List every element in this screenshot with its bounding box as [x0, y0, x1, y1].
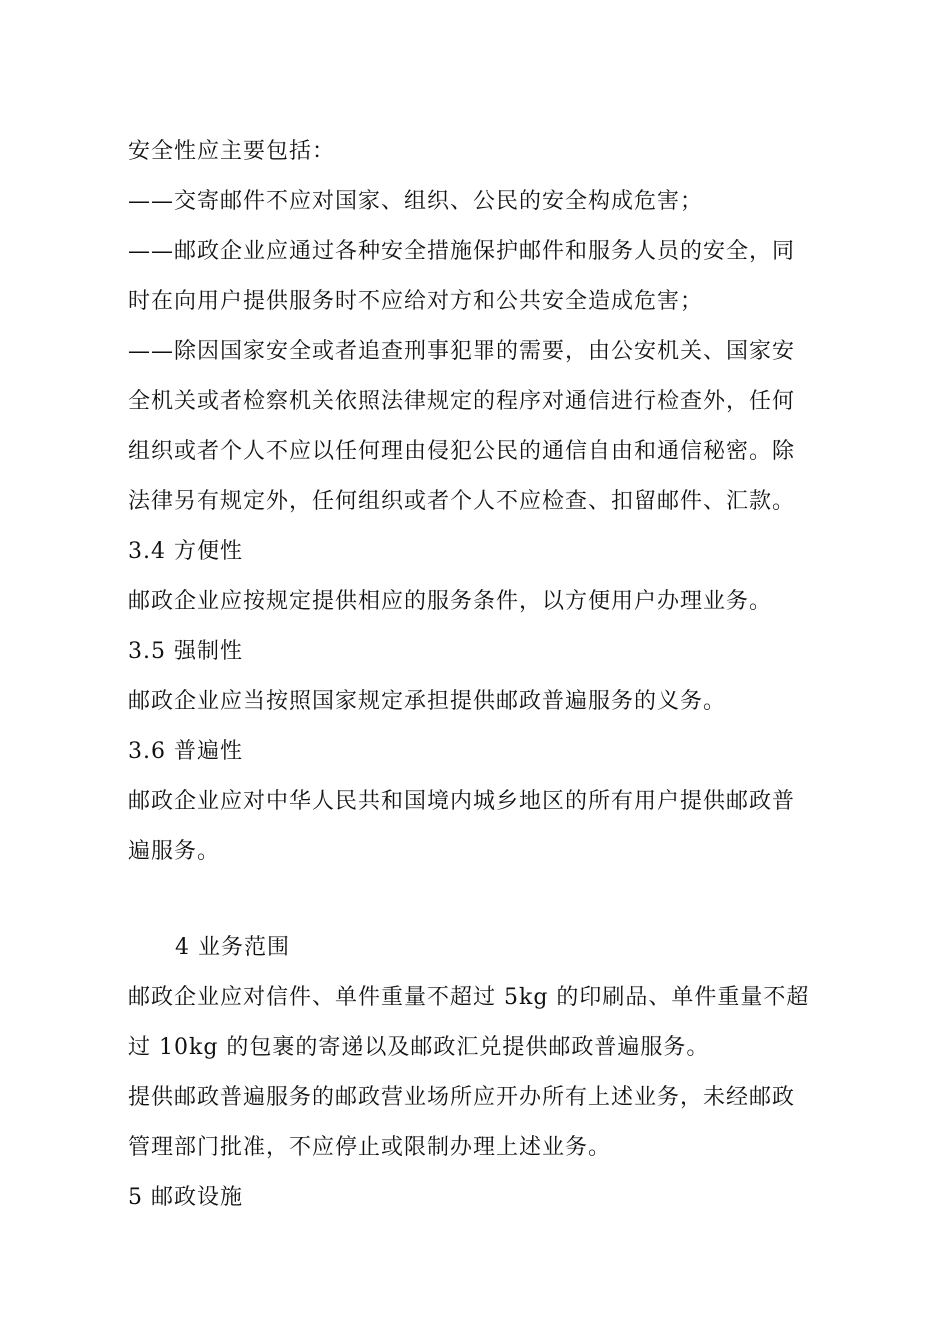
safety-item-3-line-4: 法律另有规定外，任何组织或者个人不应检查、扣留邮件、汇款。: [128, 489, 796, 514]
section-3-4-body: 邮政企业应按规定提供相应的服务条件，以方便用户办理业务。: [128, 589, 773, 614]
section-heading-3-6: 3.6 普遍性: [128, 739, 243, 764]
section-4-body-2-line-1: 提供邮政普遍服务的邮政营业场所应开办所有上述业务，未经邮政: [128, 1085, 796, 1110]
section-4-body-1-line-2: 过 10kg 的包裹的寄递以及邮政汇兑提供邮政普遍服务。: [128, 1035, 710, 1060]
section-4-body-2-line-2: 管理部门批准，不应停止或限制办理上述业务。: [128, 1135, 612, 1160]
safety-item-2-line-2: 时在向用户提供服务时不应给对方和公共安全造成危害；: [128, 289, 704, 314]
safety-item-3-line-2: 全机关或者检察机关依照法律规定的程序对通信进行检查外，任何: [128, 389, 796, 414]
safety-intro: 安全性应主要包括：: [128, 139, 336, 164]
section-3-5-body: 邮政企业应当按照国家规定承担提供邮政普遍服务的义务。: [128, 689, 727, 714]
safety-item-3-line-1: ——除因国家安全或者追查刑事犯罪的需要，由公安机关、国家安: [128, 339, 796, 364]
section-heading-4: 4 业务范围: [175, 935, 290, 960]
safety-item-2-line-1: ——邮政企业应通过各种安全措施保护邮件和服务人员的安全，同: [128, 239, 796, 264]
section-3-6-body-line-2: 遍服务。: [128, 839, 221, 864]
section-heading-5: 5 邮政设施: [128, 1185, 243, 1210]
section-heading-3-4: 3.4 方便性: [128, 539, 243, 564]
section-heading-3-5: 3.5 强制性: [128, 639, 243, 664]
safety-item-3-line-3: 组织或者个人不应以任何理由侵犯公民的通信自由和通信秘密。除: [128, 439, 796, 464]
safety-item-1: ——交寄邮件不应对国家、组织、公民的安全构成危害；: [128, 189, 704, 214]
section-3-6-body-line-1: 邮政企业应对中华人民共和国境内城乡地区的所有用户提供邮政普: [128, 789, 796, 814]
section-4-body-1-line-1: 邮政企业应对信件、单件重量不超过 5kg 的印刷品、单件重量不超: [128, 985, 810, 1010]
